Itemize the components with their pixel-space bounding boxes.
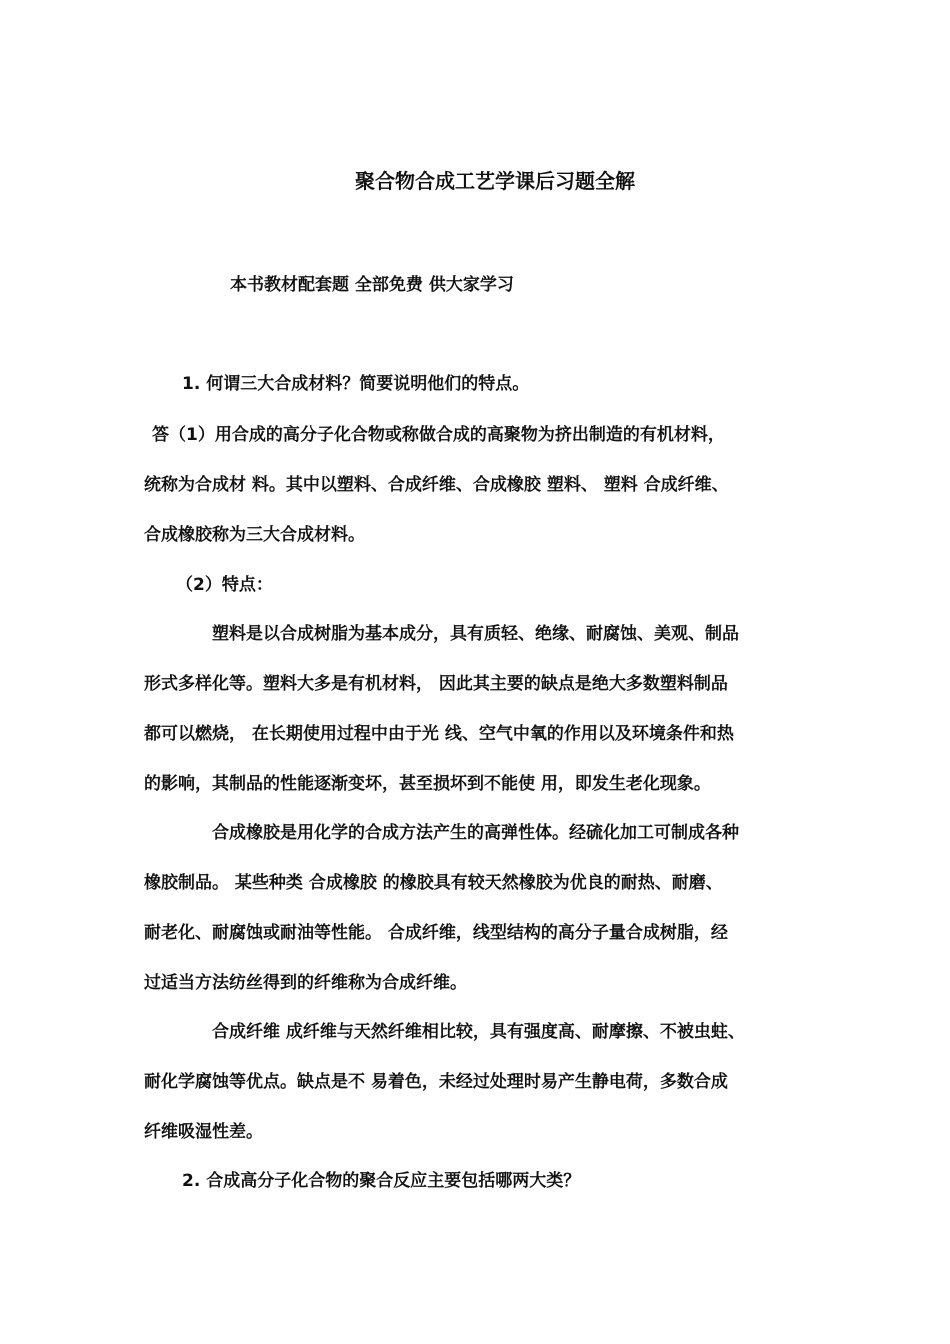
fiber-paragraph-line-2: 耐化学腐蚀等优点。缺点是不 易着色，未经过处理时易产生静电荷，多数合成 (144, 1072, 728, 1092)
rubber-paragraph-line-3: 耐老化、耐腐蚀或耐油等性能。 合成纤维，线型结构的高分子量合成树脂，经 (144, 923, 728, 943)
plastics-paragraph-line-2: 形式多样化等。塑料大多是有机材料， 因此其主要的缺点是绝大多数塑料制品 (144, 674, 728, 694)
fiber-paragraph-line-1: 合成纤维 成纤维与天然纤维相比较，具有强度高、耐摩擦、不被虫蛀、 (212, 1022, 745, 1042)
fiber-paragraph-line-3: 纤维吸湿性差。 (144, 1122, 263, 1142)
question-2: 2. 合成高分子化合物的聚合反应主要包括哪两大类？ (182, 1171, 581, 1191)
rubber-paragraph-line-1: 合成橡胶是用化学的合成方法产生的高弹性体。经硫化加工可制成各种 (212, 823, 739, 843)
answer-1-line-2: 统称为合成材 料。其中以塑料、合成纤维、合成橡胶 塑料、 塑料 合成纤维、 (144, 475, 729, 495)
rubber-paragraph-line-4: 过适当方法纺丝得到的纤维称为合成纤维。 (144, 973, 467, 993)
rubber-paragraph-line-2: 橡胶制品。 某些种类 合成橡胶 的橡胶具有较天然橡胶为优良的耐热、耐磨、 (144, 873, 723, 893)
answer-1-line-1: 答（1）用合成的高分子化合物或称做合成的高聚物为挤出制造的有机材料， (152, 425, 725, 445)
plastics-paragraph-line-1: 塑料是以合成树脂为基本成分，具有质轻、绝缘、耐腐蚀、美观、制品 (212, 624, 739, 644)
plastics-paragraph-line-4: 的影响，其制品的性能逐渐变坏，甚至损坏到不能使 用，即发生老化现象。 (144, 774, 711, 794)
question-1: 1. 何谓三大合成材料？简要说明他们的特点。 (182, 374, 530, 394)
part-2-heading: （2）特点： (176, 575, 273, 595)
plastics-paragraph-line-3: 都可以燃烧， 在长期使用过程中由于光 线、空气中氧的作用以及环境条件和热 (144, 724, 734, 744)
answer-1-line-3: 合成橡胶称为三大合成材料。 (144, 525, 365, 545)
page-subtitle: 本书教材配套题 全部免费 供大家学习 (230, 275, 514, 295)
page-title: 聚合物合成工艺学课后习题全解 (355, 169, 635, 193)
